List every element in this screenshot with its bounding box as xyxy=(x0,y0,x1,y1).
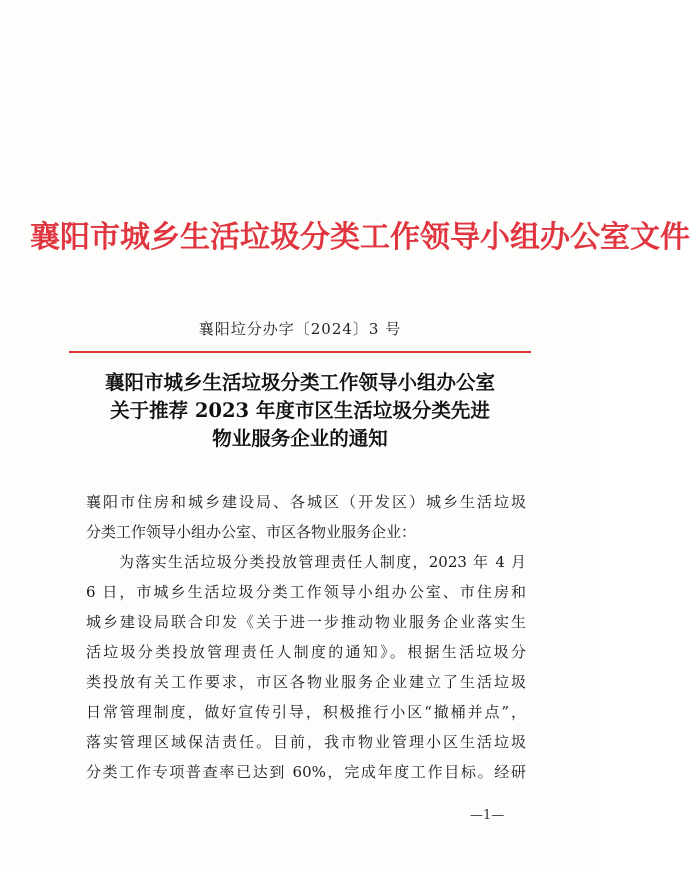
body-line: 落实管理区域保洁责任。目前，我市物业管理小区生活垃圾 xyxy=(86,733,526,751)
body-line: 分类工作专项普查率已达到 60%，完成年度工作目标。经研 xyxy=(86,763,526,781)
body-line: 城乡建设局联合印发《关于进一步推动物业服务企业落实生 xyxy=(86,613,526,631)
title-line: 关于推荐 2023 年度市区生活垃圾分类先进 xyxy=(110,399,490,422)
body-line: 为落实生活垃圾分类投放管理责任人制度，2023 年 4 月 xyxy=(119,553,526,571)
body-line: 活垃圾分类投放管理责任人制度的通知》。根据生活垃圾分 xyxy=(86,643,526,661)
document-body xyxy=(86,487,526,787)
document-masthead: 襄阳市城乡生活垃圾分类工作领导小组办公室文件 xyxy=(30,220,690,255)
body-line: 襄阳市住房和城乡建设局、各城区（开发区）城乡生活垃圾 xyxy=(86,493,526,511)
title-line: 襄阳市城乡生活垃圾分类工作领导小组办公室 xyxy=(104,371,495,394)
page-number: —1— xyxy=(470,808,505,823)
title-line: 物业服务企业的通知 xyxy=(212,427,388,450)
document-number: 襄阳垃分办字〔2024〕3 号 xyxy=(198,320,402,338)
body-line: 日常管理制度，做好宣传引导，积极推行小区“撤桶并点”， xyxy=(86,703,526,721)
body-line: 类投放有关工作要求，市区各物业服务企业建立了生活垃圾 xyxy=(86,673,526,691)
body-line: 6 日，市城乡生活垃圾分类工作领导小组办公室、市住房和 xyxy=(86,583,526,601)
red-divider-line xyxy=(69,351,531,353)
document-title xyxy=(0,369,600,453)
body-line: 分类工作领导小组办公室、市区各物业服务企业： xyxy=(86,523,417,541)
